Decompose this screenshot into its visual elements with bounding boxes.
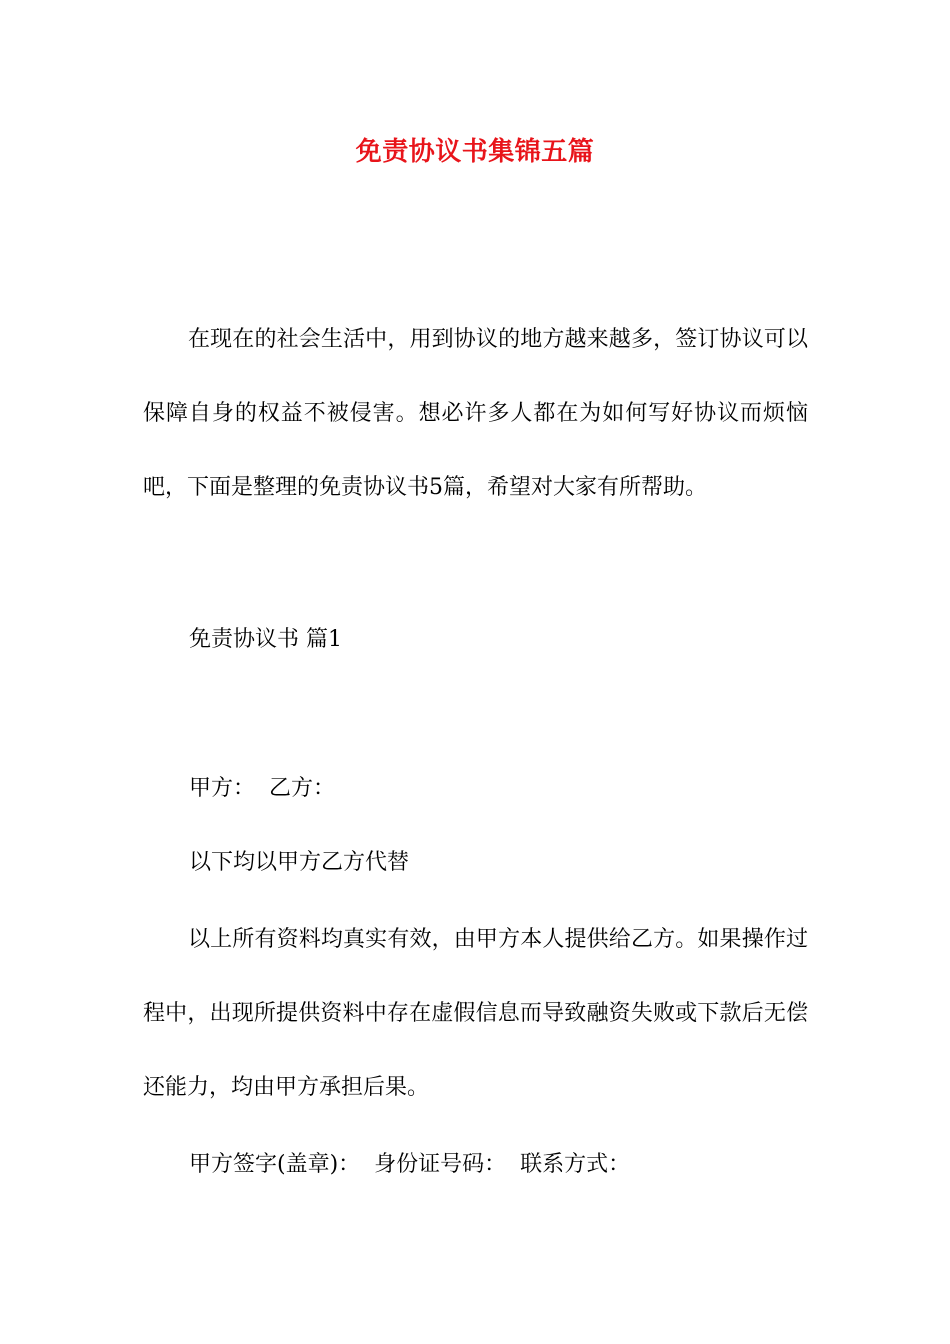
parties-line: 甲方： 乙方： xyxy=(189,776,335,801)
section-heading: 免责协议书 篇1 xyxy=(189,627,342,652)
intro-paragraph: 在现在的社会生活中，用到协议的地方越来越多，签订协议可以保障自身的权益不被侵害。想必许多人都在为如何写好协议而烦恼吧，下面是整理的免责协议书5篇，希望对大家有所帮助。 xyxy=(143,327,808,500)
replacement-note: 以下均以甲方乙方代替 xyxy=(189,850,410,875)
document-title: 免责协议书集锦五篇 xyxy=(355,137,595,167)
signature-line: 甲方签字(盖章)： 身份证号码： 联系方式： xyxy=(189,1152,631,1177)
body-paragraph: 以上所有资料均真实有效，由甲方本人提供给乙方。如果操作过程中，出现所提供资料中存在虚假信息而导致融资失败或下款后无偿还能力，均由甲方承担后果。 xyxy=(143,927,808,1100)
